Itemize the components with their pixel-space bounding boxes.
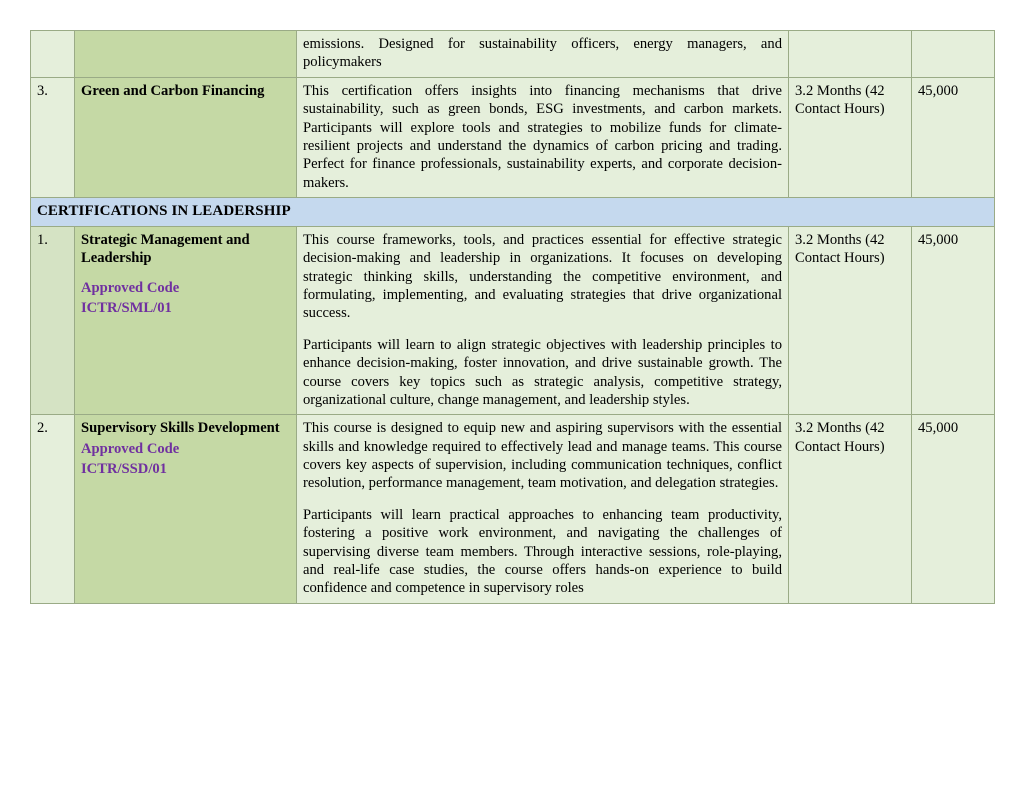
course-title: Supervisory Skills Development [81,420,280,437]
course-fee-cell [912,415,995,603]
row-number: 3. [37,82,48,99]
section-title: CERTIFICATIONS IN LEADERSHIP [37,203,291,219]
course-description-cell [297,226,789,414]
course-description-paragraph: emissions. Designed for sustainability officers, energy managers, and policymakers [303,36,782,71]
row-number-cell [31,415,75,603]
table-row [31,77,995,197]
course-title: Green and Carbon Financing [81,82,265,99]
course-duration-cell [789,31,912,78]
course-duration-cell [789,226,912,414]
course-title-cell [75,226,297,414]
approved-code-label: Approved Code [81,440,180,457]
row-number: 2. [37,420,48,437]
course-duration-cell [789,77,912,197]
course-duration: 3.2 Months (42 Contact Hours) [795,231,885,267]
course-description-paragraph: This course is designed to equip new and aspiring supervisors with the essential skills and knowledge required to effectively lead and manage teams. This course covers key aspects of supervision, including communication techniques, conflict resolution, performance management, team motivation, and delegation strategies. [303,420,782,492]
course-title-cell [75,31,297,78]
row-number-cell [31,77,75,197]
table-row [31,31,995,78]
course-description-paragraph: Participants will learn to align strategic objectives with leadership principles to enhance decision-making, foster innovation, and drive sustainable growth. The course covers key topics such as strategic analysis, competitive strategy, organizational culture, change management, and leadership styles. [303,336,782,408]
course-description-paragraph: This course frameworks, tools, and practices essential for effective strategic decision-making and leadership in organizations. It focuses on developing strategic thinking skills, understanding the competitive environment, and formulating, implementing, and evaluating strategies that drive organizational success. [303,231,782,322]
table-row [31,226,995,414]
row-number-cell [31,31,75,78]
course-title-cell [75,77,297,197]
course-duration: 3.2 Months (42 Contact Hours) [795,420,885,455]
course-description-paragraph: This certification offers insights into financing mechanisms that drive sustainability, such as green bonds, ESG investments, and carbon markets. Participants will explore tools and strategies to mobilize funds for climate-resilient projects and understand the dynamics of carbon pricing and trading. Perfect for finance professionals, sustainability experts, and corporate decision-makers. [303,82,782,191]
course-duration-cell [789,415,912,603]
course-fee-cell [912,77,995,197]
course-title: Strategic Management and Leadership [81,231,250,267]
course-description-cell [297,77,789,197]
course-fee-cell [912,226,995,414]
course-duration: 3.2 Months (42 Contact Hours) [795,82,885,118]
course-title-cell [75,415,297,603]
course-fee: 45,000 [918,231,959,248]
course-description-cell [297,415,789,603]
course-fee: 45,000 [918,82,959,99]
approved-code-label: Approved Code [81,279,180,296]
table-row [31,415,995,603]
row-number-cell [31,226,75,414]
row-number: 1. [37,231,48,248]
section-header-cell [31,198,995,227]
course-description-cell [297,31,789,78]
approved-code-value: ICTR/SML/01 [81,300,172,317]
course-description-paragraph: Participants will learn practical approaches to enhancing team productivity, fostering a positive work environment, and navigating the challenges of supervising diverse team members. Through interactive sessions, role-playing, and real-life case studies, the course offers hands-on experience to build confidence and competence in supervisory roles [303,506,782,597]
section-header-row [31,198,995,227]
approved-code-value: ICTR/SSD/01 [81,461,167,478]
course-listing-table [30,30,995,604]
course-fee: 45,000 [918,420,959,437]
course-fee-cell [912,31,995,78]
